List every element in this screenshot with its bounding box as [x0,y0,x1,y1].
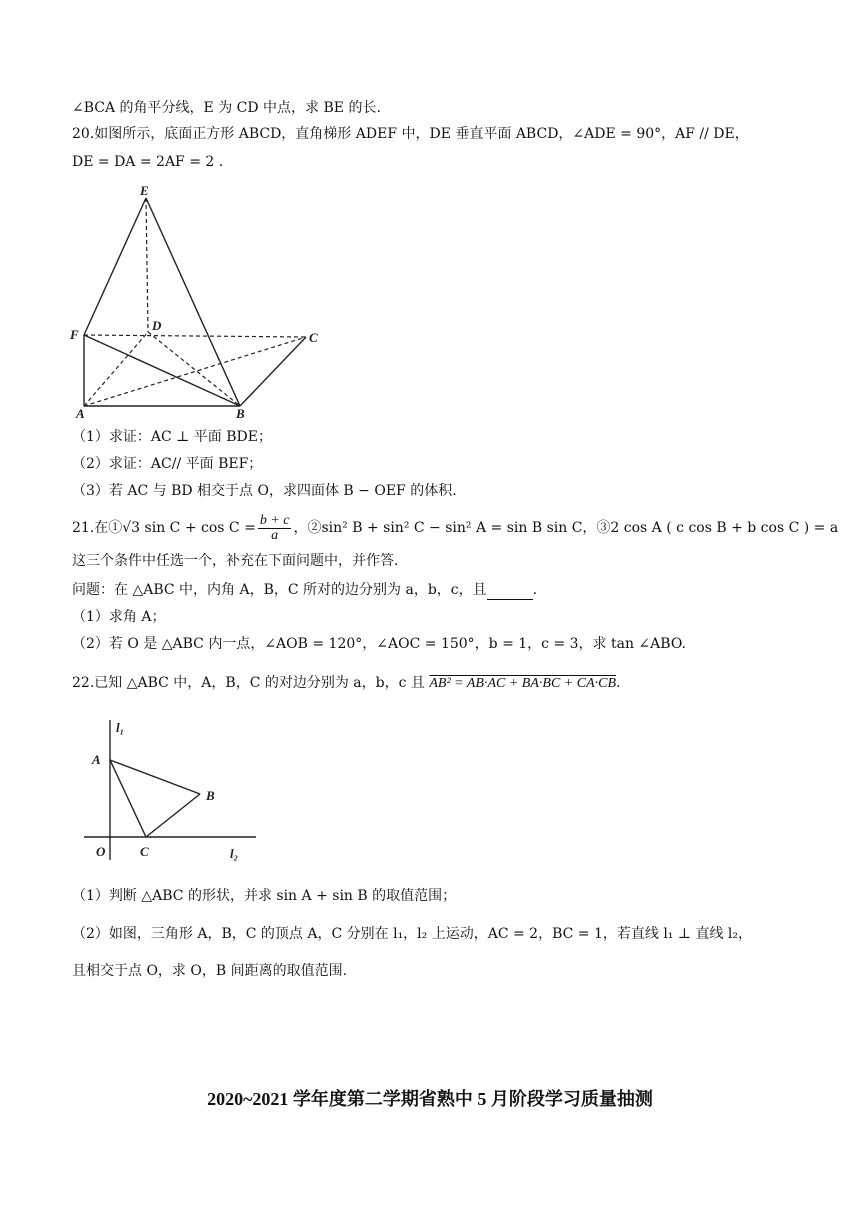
q21-line3-end: . [532,582,538,598]
label-F: F [70,327,79,342]
q21-line3 [72,580,537,600]
q21-part1: （1）求角 A； [72,609,166,625]
edge-AD-hidden [84,332,148,406]
q19-tail-text: ∠BCA 的角平分线，E 为 CD 中点，求 BE 的长. [72,100,381,116]
edge-EC [146,198,306,337]
q20-part3: （3）若 AC 与 BD 相交于点 O，求四面体 B − OEF 的体积. [72,483,457,499]
edge-FB [84,335,240,406]
label-l1: l₁ [116,720,125,735]
q21-condition-line [72,511,838,545]
q20-pyramid-figure [68,180,338,420]
exam-section-title: 2020~2021 学年度第二学期省熟中 5 月阶段学习质量抽测 [207,1089,653,1109]
q22-stem-line [72,673,620,694]
q22-stem: 22.已知 △ABC 中，A，B，C 的对边分别为 a，b，c 且 [72,675,425,691]
label-B: B [236,406,245,420]
label-C: C [140,844,149,859]
q22-coordinate-figure [80,712,280,872]
q21-fraction [258,514,292,543]
q20-stem-line1: 20.如图所示，底面正方形 ABCD，直角梯形 ADEF 中，DE 垂直平面 ABCD，∠ADE = 90°，AF // DE， [72,126,749,142]
label-E: E [140,183,149,198]
label-l2: l₂ [230,846,239,861]
edge-DB-hidden [148,332,240,406]
label-A: A [92,752,101,767]
q22-part1: （1）判断 △ABC 的形状，并求 sin A + sin B 的取值范围； [72,888,457,904]
edge-EF [84,198,146,335]
q20-stem-line2: DE = DA = 2AF = 2 . [72,154,224,170]
edge-FC-hidden [84,335,306,337]
edge-EB [146,198,240,406]
q21-line3-text: 问题：在 △ABC 中，内角 A，B，C 所对的边分别为 a，b，c，且 [72,582,487,598]
label-B: B [206,788,215,803]
q21-answer-blank [487,585,533,600]
q22-vector-equation: AB² = AB·AC + BA·BC + CA·CB [429,676,617,691]
q21-line2: 这三个条件中任选一个，补充在下面问题中，并作答. [72,553,399,569]
label-C: C [309,330,318,345]
edge-ED-hidden [146,198,148,332]
q20-part1: （1）求证：AC ⊥ 平面 BDE； [72,429,272,445]
q21-part2: （2）若 O 是 △ABC 内一点，∠AOB = 120°，∠AOC = 150°，b = 1，c = 3，求 tan ∠ABO. [72,636,686,652]
segment-CB [146,794,200,837]
label-D: D [152,318,162,333]
q22-stem-end: . [616,675,621,691]
q21-cond-rest: ，②sin² B + sin² C − sin² A = sin B sin C，③2 cos A ( c cos B + b cos C ) = a [293,520,839,536]
q21-frac-denominator: a [271,527,279,543]
q22-part2-line1: （2）如图，三角形 A，B，C 的顶点 A，C 分别在 l₁，l₂ 上运动，AC = 2，BC = 1，若直线 l₁ ⊥ 直线 l₂， [72,926,753,942]
label-O: O [96,844,106,859]
q22-part2-line2: 且相交于点 O，求 O，B 间距离的取值范围. [72,963,348,979]
q20-part2: （2）求证：AC// 平面 BEF； [72,456,263,472]
q21-frac-numerator: b + c [259,512,290,528]
q21-cond-prefix: 21.在①√3 sin C + cos C = [72,520,256,536]
label-A: A [76,406,85,420]
